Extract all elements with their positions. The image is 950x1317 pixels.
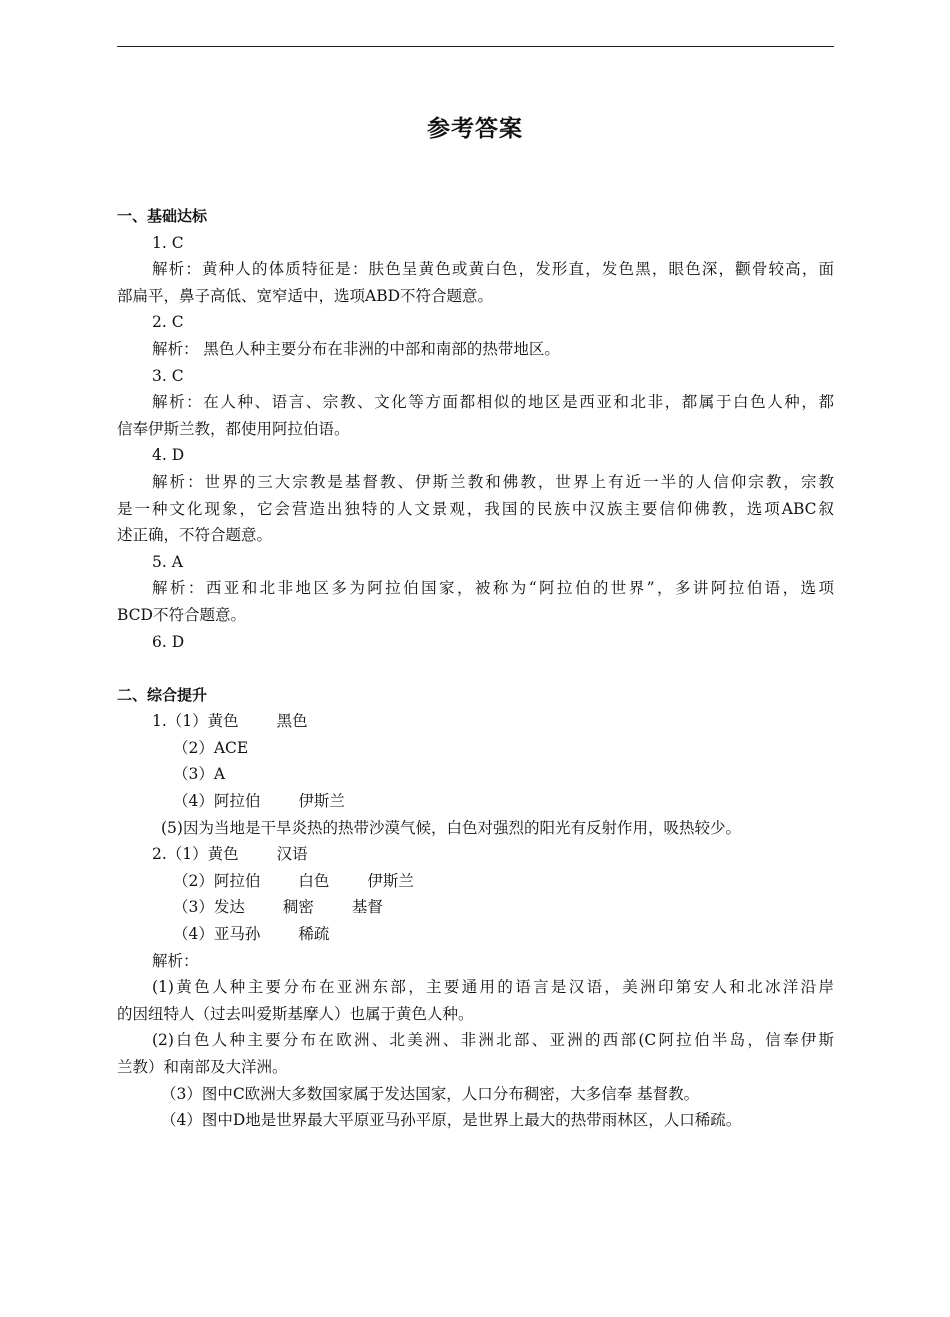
page-title: 参考答案 [427,116,523,142]
explanation-text: 述正确，不符合题意。 [117,526,273,545]
answer-item: 3. C [152,366,184,385]
answer-item: （2）ACE [173,738,249,757]
header-rule [117,46,834,47]
explanation-text: 解析：在人种、语言、宗教、文化等方面都相似的地区是西亚和北非，都属于白色人种，都 [152,393,834,412]
answer-content [117,203,834,1134]
answer-item: 2. C [152,313,184,332]
section-spacer [117,655,834,682]
answer-item [117,868,834,895]
explanation-text: （4）图中D地是世界最大平原亚马孙平原，是世界上最大的热带雨林区，人口稀疏。 [161,1111,742,1130]
explanation-text: （3）图中C欧洲大多数国家属于发达国家，人口分布稠密，大多信奉 基督教。 [161,1084,700,1103]
answer-part: 稀疏 [298,925,330,944]
answer-part: 稠密 [282,898,314,917]
answer-part: （3）发达 [173,898,245,917]
explanation-text: (1)黄色人种主要分布在亚洲东部，主要通用的语言是汉语，美洲印第安人和北冰洋沿岸 [152,978,834,997]
explanation-text: 解析：黄种人的体质特征是：肤色呈黄色或黄白色，发形直，发色黑，眼色深，颧骨较高，面 [152,260,834,279]
explanation-text: 是一种文化现象，它会营造出独特的人文景观，我国的民族中汉族主要信仰佛教，选项ABC叙 [117,499,834,518]
answer-item [117,841,834,868]
answer-part: 伊斯兰 [298,792,345,811]
answer-part: 伊斯兰 [367,871,414,890]
explanation-label: 解析： [152,951,199,970]
answer-item: 4. D [152,446,185,465]
explanation-text: 信奉伊斯兰教，都使用阿拉伯语。 [117,419,350,438]
answer-item: 1. C [152,233,184,252]
section-heading: 一、基础达标 [117,207,208,225]
answer-item: (5)因为当地是干旱炎热的热带沙漠气候，白色对强烈的阳光有反射作用，吸热较少。 [161,818,741,837]
answer-item [117,708,834,735]
answer-part: 基督 [351,898,383,917]
section-heading: 二、综合提升 [117,685,208,704]
answer-part: （2）阿拉伯 [173,871,261,890]
explanation-text: 兰教）和南部及大洋洲。 [117,1058,288,1076]
explanation-text: (2)白色人种主要分布在欧洲、北美洲、非洲北部、亚洲的西部(C阿拉伯半岛，信奉伊斯 [152,1031,834,1050]
explanation-text: 部扁平，鼻子高低、宽窄适中，选项ABD不符合题意。 [117,286,494,305]
answer-item [117,788,834,815]
explanation-text: 解析：世界的三大宗教是基督教、伊斯兰教和佛教，世界上有近一半的人信仰宗教，宗教 [152,472,834,491]
answer-item [117,894,834,921]
explanation-text: 解析：西亚和北非地区多为阿拉伯国家，被称为“阿拉伯的世界”，多讲阿拉伯语，选项 [152,579,834,598]
answer-part: （4）阿拉伯 [173,792,261,811]
explanation-text: 的因纽特人（过去叫爱斯基摩人）也属于黄色人种。 [117,1004,474,1023]
answer-item: 6. D [152,632,185,651]
answer-item: （3）A [173,765,226,784]
answer-part: （4）亚马孙 [173,925,261,944]
answer-part: 2.（1）黄色 [152,845,239,864]
answer-part: 白色 [298,871,330,890]
answer-part: 汉语 [276,845,308,864]
answer-item [117,921,834,948]
answer-part: 黑色 [276,712,308,731]
explanation-text: BCD不符合题意。 [117,605,246,624]
explanation-text: 解析： 黑色人种主要分布在非洲的中部和南部的热带地区。 [152,339,560,358]
answer-item: 5. A [152,552,183,571]
answer-part: 1.（1）黄色 [152,712,239,731]
